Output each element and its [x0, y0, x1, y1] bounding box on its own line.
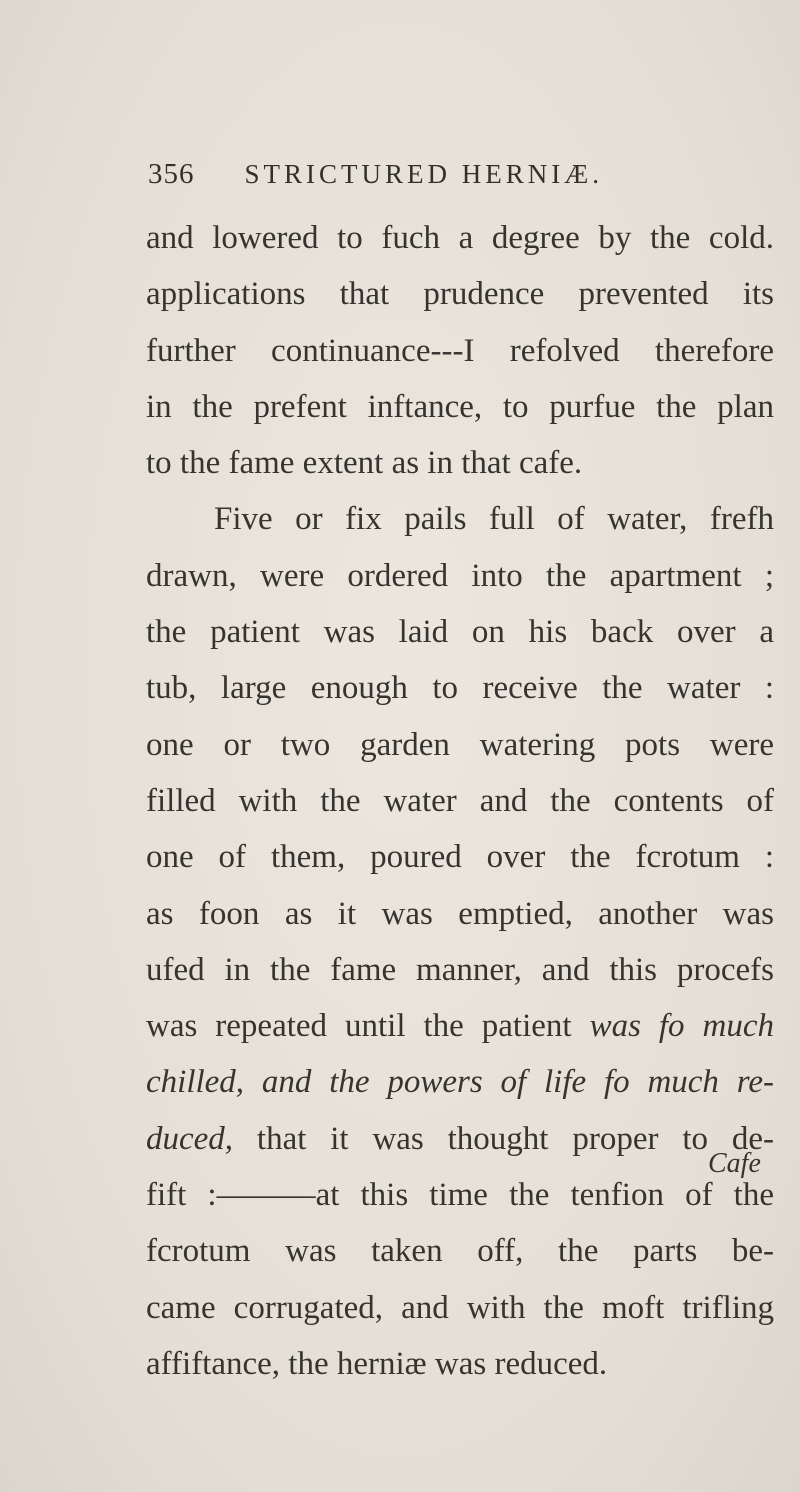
- text-line: as foon as it was emptied, another was: [146, 895, 774, 932]
- text-line: came corrugated, and with the moft trifling: [146, 1289, 774, 1326]
- catchword: Cafe: [708, 1148, 761, 1179]
- running-head: STRICTURED HERNIÆ.: [244, 159, 604, 189]
- text-line: tub, large enough to receive the water :: [146, 670, 774, 707]
- text-line: filled with the water and the contents of: [146, 782, 774, 819]
- page-number: 356: [148, 158, 195, 190]
- text-line: Five or fix pails full of water, frefh: [214, 501, 774, 538]
- italic-segment: duced,: [146, 1120, 234, 1157]
- text-line: fift :———at this time the tenfion of the: [146, 1177, 774, 1214]
- text-line: to the fame extent as in that cafe.: [146, 445, 583, 482]
- text-line: [146, 1054, 774, 1110]
- page-header: [148, 158, 603, 198]
- text-line: [146, 1111, 774, 1167]
- text-line: the patient was laid on his back over a: [146, 614, 774, 651]
- text-line: further continuance---I refolved therefore: [146, 332, 774, 369]
- text-line: one or two garden watering pots were: [146, 726, 774, 763]
- text-segment: was repeated until the patient: [146, 1008, 590, 1045]
- body-text: [146, 210, 774, 1392]
- text-line: drawn, were ordered into the apartment ;: [146, 557, 774, 594]
- text-line: fcrotum was taken off, the parts be-: [146, 1233, 774, 1270]
- text-line: and lowered to fuch a degree by the cold.: [146, 220, 774, 256]
- italic-segment: chilled, and the powers of life fo much re-: [146, 1064, 774, 1101]
- text-line: affiftance, the herniæ was reduced.: [146, 1345, 608, 1382]
- text-line: in the prefent inftance, to purfue the plan: [146, 388, 774, 425]
- text-line: applications that prudence prevented its: [146, 276, 774, 313]
- text-segment: that it was thought proper to de-: [233, 1120, 774, 1157]
- text-line: [146, 998, 774, 1054]
- italic-segment: was fo much: [589, 1008, 774, 1045]
- text-line: ufed in the fame manner, and this procefs: [146, 951, 774, 988]
- text-line: one of them, poured over the fcrotum :: [146, 839, 774, 876]
